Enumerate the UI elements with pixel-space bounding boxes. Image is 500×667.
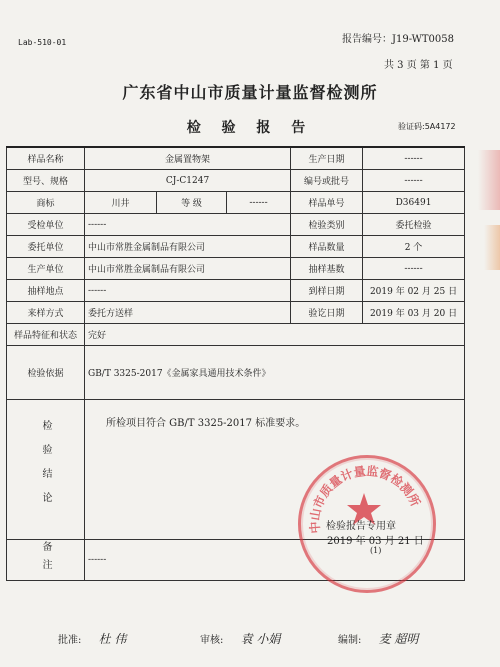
category-value: 委托检验 — [363, 214, 465, 236]
organization-name: 广东省中山市质量计量监督检测所 — [122, 83, 378, 102]
seal-org-text: 中山市质量计量监督检测所 — [307, 463, 423, 535]
review-signature: 袁 小娟 — [240, 632, 281, 646]
model-value: CJ-C1247 — [85, 170, 291, 192]
table-row — [7, 346, 465, 400]
approver-signature — [58, 630, 126, 647]
table-row — [7, 258, 465, 280]
sample-method-value: 委托方送样 — [85, 302, 291, 324]
grade-label: 等 级 — [157, 192, 227, 214]
document-title: 检 验 报 告 — [186, 120, 314, 136]
inspected-unit-label: 受检单位 — [7, 214, 85, 236]
grade-value: ------ — [227, 192, 291, 214]
verification-code: 验证码:5A4172 — [398, 122, 456, 131]
page-edge-mark — [484, 225, 500, 270]
author-signature-name: 麦 超明 — [378, 632, 419, 646]
seal-number: (1) — [370, 546, 382, 555]
lab-code: Lab-510-01 — [18, 38, 67, 47]
batch-label: 编号或批号 — [291, 170, 363, 192]
producer-label: 生产单位 — [7, 258, 85, 280]
author-label: 编制: — [338, 635, 362, 646]
table-row — [7, 147, 465, 170]
conclusion-value: 所检项目符合 GB/T 3325-2017 标准要求。 — [106, 418, 306, 429]
review-label: 审核: — [200, 635, 224, 646]
sampling-base-value: ------ — [363, 258, 465, 280]
production-date-label: 生产日期 — [291, 147, 363, 170]
table-row — [7, 280, 465, 302]
remark-label-cell — [7, 540, 85, 581]
table-row — [7, 214, 465, 236]
sample-name-value: 金属置物架 — [85, 147, 291, 170]
remark-value: ------ — [85, 540, 465, 581]
production-date-value: ------ — [363, 147, 465, 170]
sample-name-label: 样品名称 — [7, 147, 85, 170]
quantity-label: 样品数量 — [291, 236, 363, 258]
sample-no-label: 样品单号 — [291, 192, 363, 214]
category-label: 检验类别 — [291, 214, 363, 236]
arrival-date-label: 到样日期 — [291, 280, 363, 302]
sample-state-value: 完好 — [85, 324, 465, 346]
producer-value: 中山市常胜金属制品有限公司 — [85, 258, 291, 280]
sample-method-label: 来样方式 — [7, 302, 85, 324]
conclusion-label-cell — [7, 400, 85, 540]
author-signature — [338, 630, 418, 647]
page-info: 共 3 页 第 1 页 — [384, 60, 453, 71]
sampling-base-label: 抽样基数 — [291, 258, 363, 280]
page-edge-mark — [478, 150, 500, 210]
batch-value: ------ — [363, 170, 465, 192]
table-row — [7, 170, 465, 192]
report-number: 报告编号：J19-WT0058 — [342, 34, 454, 45]
inspected-unit-value: ------ — [85, 214, 291, 236]
sample-state-label: 样品特征和状态 — [7, 324, 85, 346]
client-value: 中山市常胜金属制品有限公司 — [85, 236, 291, 258]
arrival-date-value: 2019 年 02 月 25 日 — [363, 280, 465, 302]
client-label: 委托单位 — [7, 236, 85, 258]
basis-value: GB/T 3325-2017《金属家具通用技术条件》 — [85, 346, 465, 400]
end-date-value: 2019 年 03 月 20 日 — [363, 302, 465, 324]
sampling-place-label: 抽样地点 — [7, 280, 85, 302]
table-row — [7, 236, 465, 258]
basis-label: 检验依据 — [7, 346, 85, 400]
model-label: 型号、规格 — [7, 170, 85, 192]
table-row — [7, 324, 465, 346]
conclusion-label: 检验结论 — [40, 420, 51, 516]
approve-label: 批准: — [58, 635, 82, 646]
sampling-place-value: ------ — [85, 280, 291, 302]
seal-date: 2019 年 03 月 21 日 — [327, 536, 424, 547]
trademark-label: 商标 — [7, 192, 85, 214]
quantity-value: 2 个 — [363, 236, 465, 258]
sample-no-value: D36491 — [363, 192, 465, 214]
seal-text: 检验报告专用章 — [326, 521, 396, 532]
trademark-value: 川井 — [85, 192, 157, 214]
approve-signature: 杜 伟 — [98, 632, 127, 646]
table-row — [7, 192, 465, 214]
end-date-label: 验讫日期 — [291, 302, 363, 324]
reviewer-signature — [200, 630, 280, 647]
remark-label: 备注 — [40, 540, 51, 577]
table-row — [7, 302, 465, 324]
